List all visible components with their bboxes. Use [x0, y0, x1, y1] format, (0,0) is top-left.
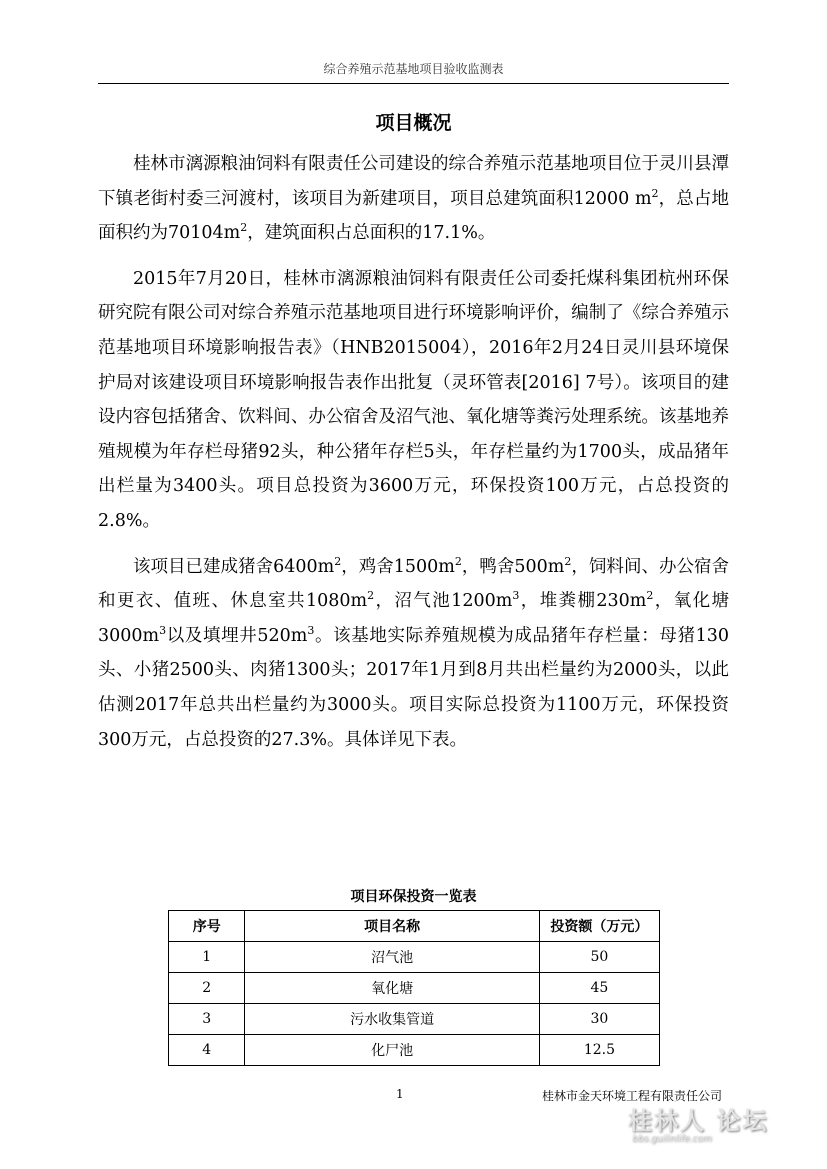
- paragraph-text: 2015年7月20日，桂林市漓源粮油饲料有限责任公司委托煤科集团杭州环保研究院有限公司对综合养殖示范基地项目进行环境影响评价，编制了《综合养殖示范基地项目环境影响报告表》（HNB2015004），2016年2月24日灵川县环境保护局对该建设项目环境影响报告表作出批复（灵环管表[2016] 7号）。该项目的建设内容包括猪舍、饮料间、办公宿舍及沼气池、氧化塘等粪污处理系统。该基地养殖规模为年存栏母猪92头，种公猪年存栏5头，年存栏量约为1700头，成品猪年出栏量为3400头。项目总投资为3600万元，环保投资100万元，占总投资的2.8%。: [98, 268, 729, 531]
- cell-index: 3: [169, 1004, 245, 1035]
- paragraph-text: 桂林市漓源粮油饲料有限责任公司建设的综合养殖示范基地项目位于灵川县潭下镇老街村委三河渡村，该项目为新建项目，项目总建筑面积12000 m: [98, 154, 729, 209]
- superscript-unit: 2: [454, 554, 462, 568]
- paragraph-text: ，饲料间、办公宿舍和更衣、值班、休息室共1080m: [98, 556, 729, 612]
- cell-index: 4: [169, 1035, 245, 1066]
- watermark-main-text: 桂林人 论坛: [628, 1107, 769, 1135]
- table-row: [169, 973, 660, 1004]
- table-title: 项目环保投资一览表: [350, 889, 477, 905]
- page-number: 1: [396, 1087, 404, 1101]
- superscript-unit: 2: [651, 186, 659, 200]
- superscript-unit: 2: [367, 589, 375, 603]
- table-row: [169, 1004, 660, 1035]
- table-row: [169, 942, 660, 973]
- investment-table: [168, 910, 660, 1066]
- table-header-row: [169, 911, 660, 942]
- paragraph-text: ，总占地面积约为70104m: [98, 188, 730, 244]
- cell-amount: 50: [539, 942, 659, 973]
- cell-item-name: 氧化塘: [245, 973, 539, 1004]
- body-paragraph: [98, 262, 729, 539]
- paragraph-text: ，堆粪棚230m: [519, 591, 647, 612]
- section-title: 项目概况: [375, 112, 452, 134]
- paragraph-text: 以及填埋井520m: [166, 625, 308, 646]
- column-header-amount: 投资额（万元）: [539, 911, 659, 942]
- cell-index: 1: [169, 942, 245, 973]
- superscript-unit: 2: [334, 554, 342, 568]
- paragraph-text: ，鸭舍500m: [461, 556, 565, 577]
- column-header-item-name: 项目名称: [245, 911, 539, 942]
- body-text: [98, 147, 729, 768]
- superscript-unit: 3: [159, 623, 167, 637]
- column-header-index: 序号: [169, 911, 245, 942]
- cell-index: 2: [169, 973, 245, 1004]
- paragraph-text: ，沼气池1200m: [374, 591, 513, 612]
- paragraph-text: ，建筑面积占总面积的17.1%。: [247, 223, 496, 244]
- cell-amount: 12.5: [539, 1035, 659, 1066]
- cell-amount: 30: [539, 1004, 659, 1035]
- superscript-unit: 3: [307, 623, 315, 637]
- cell-item-name: 化尸池: [245, 1035, 539, 1066]
- table-row: [169, 1035, 660, 1066]
- watermark-url-text: bbs.guilinlife.com: [632, 1134, 712, 1144]
- paragraph-text: ，鸡舍1500m: [341, 556, 455, 577]
- footer-company-name: 桂林市金天环境工程有限责任公司: [542, 1089, 723, 1103]
- cell-item-name: 沼气池: [245, 942, 539, 973]
- body-paragraph: [98, 550, 729, 758]
- superscript-unit: 2: [240, 221, 248, 235]
- paragraph-text: 该项目已建成猪舍6400m: [133, 556, 335, 577]
- cell-amount: 45: [539, 973, 659, 1004]
- paragraph-text: 。该基地实际养殖规模为成品猪年存栏量：母猪130头、小猪2500头、肉猪1300头；2017年1月到8月共出栏量约为2000头，以此估测2017年总共出栏量约为3000头。项目实际总投资为1100万元，环保投资300万元，占总投资的27.3%。具体详见下表。: [98, 625, 730, 750]
- superscript-unit: 2: [646, 589, 654, 603]
- superscript-unit: 2: [564, 554, 572, 568]
- paragraph-text: ，氧化塘3000m: [98, 591, 730, 646]
- cell-item-name: 污水收集管道: [245, 1004, 539, 1035]
- forum-watermark-logo: [628, 1108, 778, 1148]
- body-paragraph: [98, 147, 729, 251]
- superscript-unit: 3: [512, 589, 520, 603]
- running-header: 综合养殖示范基地项目验收监测表: [98, 60, 729, 84]
